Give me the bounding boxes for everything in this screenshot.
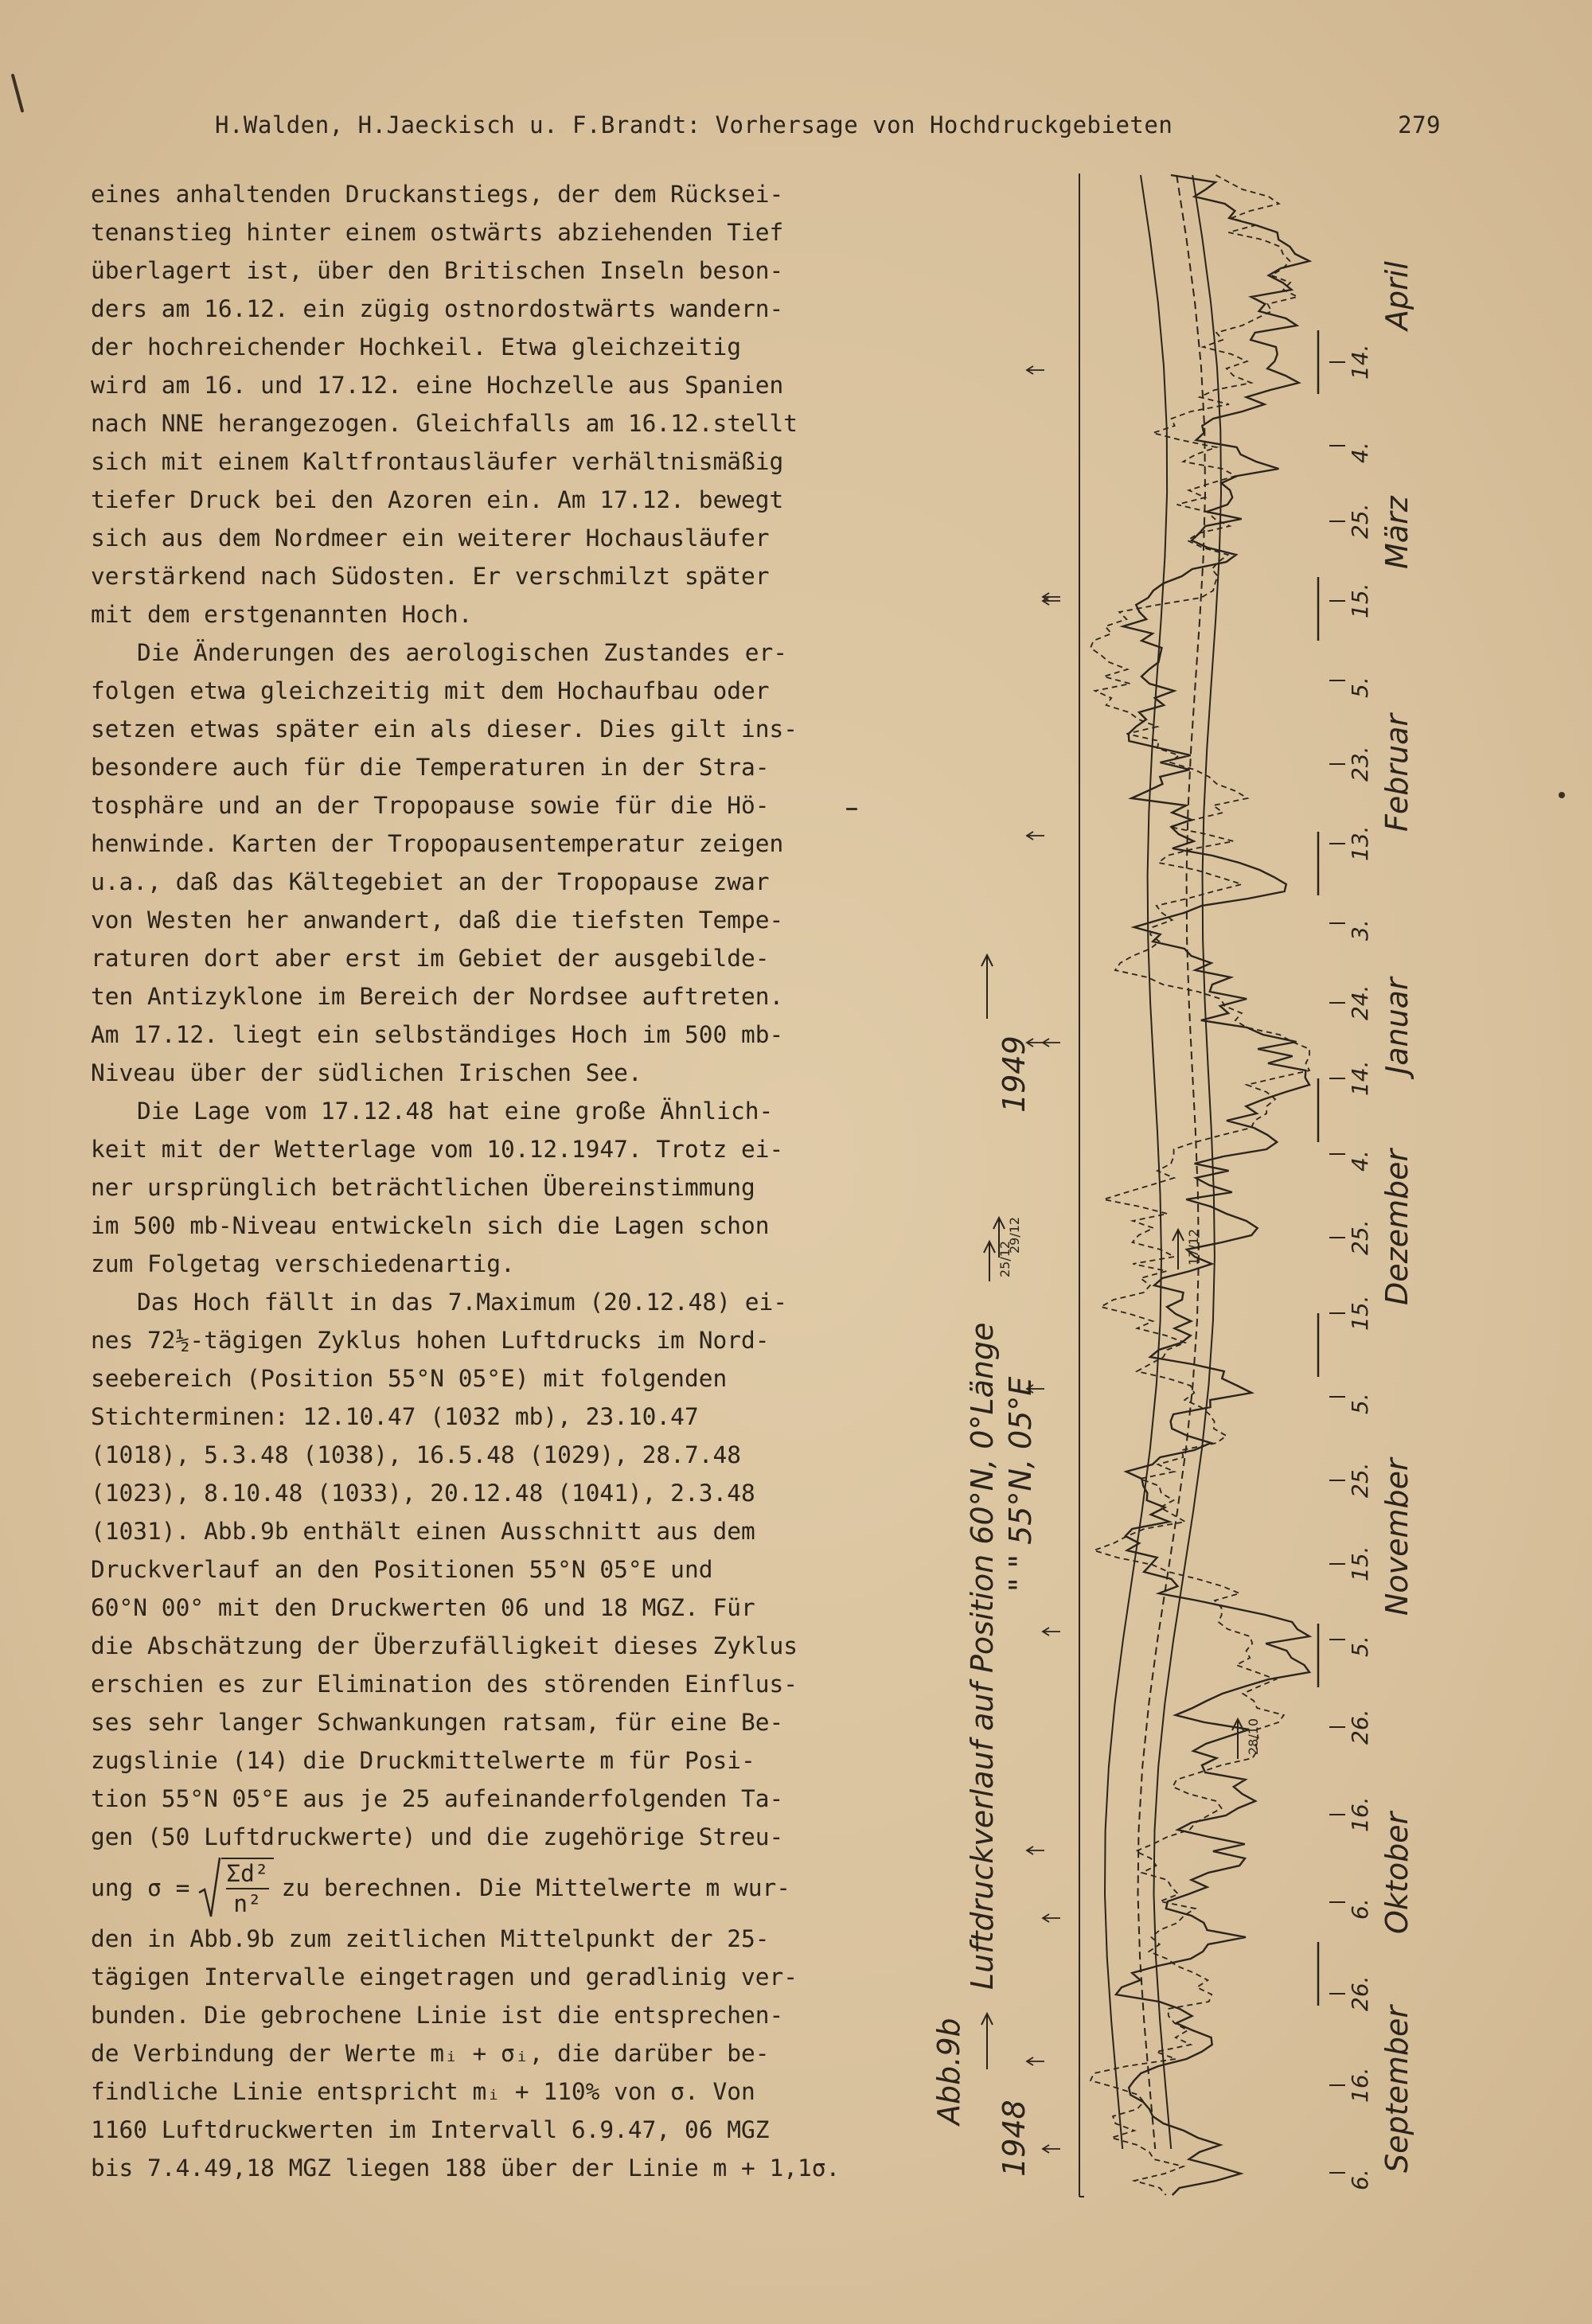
paragraph-5 bbox=[91, 1920, 879, 2187]
text-line: gen (50 Luftdruckwerte) und die zugehörige Streu- bbox=[91, 1823, 784, 1850]
day-label: 4. bbox=[1347, 442, 1373, 463]
text-line: ner ursprünglich beträchtlichen Übereinstimmung bbox=[91, 1174, 755, 1201]
text-line: Am 17.12. liegt ein selbständiges Hoch im 500 mb- bbox=[91, 1021, 784, 1048]
text-line: der hochreichender Hochkeil. Etwa gleichzeitig bbox=[91, 333, 741, 361]
day-label: 25. bbox=[1347, 1219, 1373, 1255]
event-arrow-label: 17/12 bbox=[1186, 1228, 1201, 1265]
year-1948-label: 1948 bbox=[997, 2100, 1032, 2177]
text-line: Niveau über der südlichen Irischen See. bbox=[91, 1059, 642, 1086]
year-1949-label: 1949 bbox=[997, 1035, 1032, 1113]
text-line: Druckverlauf an den Positionen 55°N 05°E und bbox=[91, 1556, 713, 1583]
paragraph-3 bbox=[91, 1092, 879, 1283]
event-arrow-label: 29/12 bbox=[1007, 1216, 1022, 1254]
text-line: bunden. Die gebrochene Linie ist die entsprechen- bbox=[91, 2002, 784, 2029]
formula-denominator: n² bbox=[233, 1890, 262, 1917]
text-line: de Verbindung der Werte mᵢ + σᵢ, die darüber be- bbox=[91, 2040, 770, 2067]
legend-line-2: " " 55°N, 05°E bbox=[1003, 1376, 1038, 1592]
paper-speck bbox=[1559, 792, 1565, 798]
body-text bbox=[91, 175, 879, 2187]
month-label-februar: Februar bbox=[1379, 714, 1414, 832]
day-label: 6. bbox=[1347, 2169, 1373, 2190]
formula-line bbox=[91, 1856, 879, 1920]
day-label: 5. bbox=[1347, 1636, 1373, 1657]
text-line: wird am 16. und 17.12. eine Hochzelle aus Spanien bbox=[91, 372, 784, 399]
page-number: 279 bbox=[1398, 111, 1441, 138]
mean-plus-1-1-sigma-line bbox=[1154, 175, 1222, 2149]
day-label: 26. bbox=[1347, 1709, 1373, 1745]
text-line: (1018), 5.3.48 (1038), 16.5.48 (1029), 28.7.48 bbox=[91, 1441, 741, 1468]
text-line: besondere auch für die Temperaturen in der Stra- bbox=[91, 754, 770, 781]
day-label: 25. bbox=[1347, 1462, 1373, 1498]
text-line: keit mit der Wetterlage vom 10.12.1947. Trotz ei- bbox=[91, 1136, 784, 1163]
figure-abb-9b bbox=[899, 159, 1592, 2228]
text-line: folgen etwa gleichzeitig mit dem Hochaufbau oder bbox=[91, 677, 770, 704]
day-label: 6. bbox=[1347, 1898, 1373, 1920]
day-label: 13. bbox=[1347, 825, 1373, 861]
sqrt-formula bbox=[197, 1856, 273, 1920]
formula-numerator: Σd² bbox=[226, 1859, 268, 1889]
day-label: 3. bbox=[1347, 919, 1373, 941]
formula-suffix: zu berechnen. Die Mittelwerte m wur- bbox=[281, 1874, 791, 1901]
day-label: 5. bbox=[1347, 677, 1373, 698]
paragraph-4 bbox=[91, 1283, 879, 1856]
text-line: Die Änderungen des aerologischen Zustandes er- bbox=[137, 639, 787, 666]
text-line: erschien es zur Elimination des störenden Einflus- bbox=[91, 1671, 798, 1698]
text-line: setzen etwas später ein als dieser. Dies gilt ins- bbox=[91, 716, 798, 743]
month-label-november: November bbox=[1379, 1458, 1414, 1616]
paragraph-1 bbox=[91, 175, 879, 634]
text-line: tiefer Druck bei den Azoren ein. Am 17.12. bewegt bbox=[91, 486, 784, 513]
text-line: Das Hoch fällt in das 7.Maximum (20.12.48) ei- bbox=[137, 1289, 787, 1316]
text-line: verstärkend nach Südosten. Er verschmilzt später bbox=[91, 563, 770, 590]
legend-line-1: Luftdruckverlauf auf Position 60°N, 0°Länge bbox=[965, 1322, 1000, 1990]
formula-fraction bbox=[221, 1858, 273, 1918]
pressure-trace-55n-05e bbox=[1091, 175, 1309, 2195]
day-label: 15. bbox=[1347, 583, 1373, 618]
text-line: den in Abb.9b zum zeitlichen Mittelpunkt der 25- bbox=[91, 1925, 770, 1952]
sqrt-sign-icon bbox=[197, 1856, 221, 1920]
day-label: 26. bbox=[1347, 1975, 1373, 2011]
paper-speck bbox=[846, 808, 857, 810]
day-label: 24. bbox=[1347, 985, 1373, 1020]
text-line: zugslinie (14) die Druckmittelwerte m für Posi- bbox=[91, 1747, 755, 1774]
text-line: von Westen her anwandert, daß die tiefsten Tempe- bbox=[91, 907, 784, 934]
paragraph-2 bbox=[91, 634, 879, 1092]
text-line: mit dem erstgenannten Hoch. bbox=[91, 601, 473, 628]
text-line: eines anhaltenden Druckanstiegs, der dem Rücksei- bbox=[91, 181, 784, 208]
text-line: (1023), 8.10.48 (1033), 20.12.48 (1041), 2.3.48 bbox=[91, 1480, 755, 1507]
event-arrow-label: 25/12 bbox=[997, 1240, 1013, 1277]
month-label-september: September bbox=[1379, 2005, 1414, 2173]
page-header bbox=[215, 111, 1489, 138]
day-label: 14. bbox=[1347, 1060, 1373, 1096]
day-label: 15. bbox=[1347, 1295, 1373, 1331]
text-line: nes 72½-tägigen Zyklus hohen Luftdrucks im Nord- bbox=[91, 1327, 770, 1354]
day-label: 4. bbox=[1347, 1150, 1373, 1172]
text-line: sich mit einem Kaltfrontausläufer verhältnismäßig bbox=[91, 448, 784, 475]
formula-prefix: ung σ = bbox=[91, 1874, 190, 1901]
day-label: 23. bbox=[1347, 746, 1373, 782]
text-line: ses sehr langer Schwankungen ratsam, für eine Be- bbox=[91, 1709, 784, 1736]
text-line: u.a., daß das Kältegebiet an der Tropopause zwar bbox=[91, 868, 770, 895]
text-line: tion 55°N 05°E aus je 25 aufeinanderfolgenden Ta- bbox=[91, 1785, 784, 1812]
text-line: nach NNE herangezogen. Gleichfalls am 16.12.stellt bbox=[91, 410, 798, 437]
month-label-oktober: Oktober bbox=[1379, 1811, 1414, 1934]
day-label: 14. bbox=[1347, 344, 1373, 380]
text-line: im 500 mb-Niveau entwickeln sich die Lagen schon bbox=[91, 1212, 770, 1239]
text-line: henwinde. Karten der Tropopausentemperatur zeigen bbox=[91, 830, 784, 857]
text-line: zum Folgetag verschiedenartig. bbox=[91, 1250, 515, 1277]
text-line: tägigen Intervalle eingetragen und geradlinig ver- bbox=[91, 1963, 798, 1991]
day-label: 15. bbox=[1347, 1546, 1373, 1581]
text-line: raturen dort aber erst im Gebiet der ausgebilde- bbox=[91, 945, 770, 972]
month-label-januar: Januar bbox=[1379, 977, 1414, 1074]
mean-line-m bbox=[1105, 175, 1167, 2149]
text-line: (1031). Abb.9b enthält einen Ausschnitt aus dem bbox=[91, 1518, 755, 1545]
figure-caption: Abb.9b bbox=[931, 2018, 966, 2125]
month-label-maerz: März bbox=[1379, 496, 1414, 569]
month-label-april: April bbox=[1379, 261, 1414, 330]
text-line: 60°N 00° mit den Druckwerten 06 und 18 MGZ. Für bbox=[91, 1594, 755, 1621]
text-line: ten Antizyklone im Bereich der Nordsee auftreten. bbox=[91, 983, 784, 1010]
text-line: 1160 Luftdruckwerten im Intervall 6.9.47, 06 MGZ bbox=[91, 2116, 770, 2143]
text-line: tosphäre und an der Tropopause sowie für die Hö- bbox=[91, 792, 770, 819]
pressure-chart bbox=[899, 159, 1592, 2228]
month-label-dezember: Dezember bbox=[1379, 1148, 1414, 1305]
text-line: Die Lage vom 17.12.48 hat eine große Ähnlich- bbox=[137, 1098, 774, 1125]
text-line: ders am 16.12. ein zügig ostnordostwärts wandern- bbox=[91, 295, 784, 322]
day-label: 16. bbox=[1347, 1796, 1373, 1832]
text-line: Stichterminen: 12.10.47 (1032 mb), 23.10.47 bbox=[91, 1403, 699, 1430]
text-line: findliche Linie entspricht mᵢ + 110% von σ. Von bbox=[91, 2078, 755, 2105]
header-title: H.Walden, H.Jaeckisch u. F.Brandt: Vorhersage von Hochdruckgebieten bbox=[215, 111, 1173, 138]
text-line: überlagert ist, über den Britischen Inseln beson- bbox=[91, 257, 784, 284]
event-arrow-label: 28/10 bbox=[1246, 1718, 1261, 1755]
text-line: tenanstieg hinter einem ostwärts abziehenden Tief bbox=[91, 219, 784, 246]
day-label: 16. bbox=[1347, 2067, 1373, 2103]
text-line: sich aus dem Nordmeer ein weiterer Hochausläufer bbox=[91, 524, 770, 552]
margin-mark bbox=[11, 73, 25, 112]
text-line: bis 7.4.49,18 MGZ liegen 188 über der Linie m + 1,1σ. bbox=[91, 2154, 841, 2182]
day-label: 5. bbox=[1347, 1393, 1373, 1414]
text-line: die Abschätzung der Überzufälligkeit dieses Zyklus bbox=[91, 1632, 798, 1659]
text-line: seebereich (Position 55°N 05°E) mit folgenden bbox=[91, 1365, 728, 1392]
day-label: 25. bbox=[1347, 503, 1373, 539]
